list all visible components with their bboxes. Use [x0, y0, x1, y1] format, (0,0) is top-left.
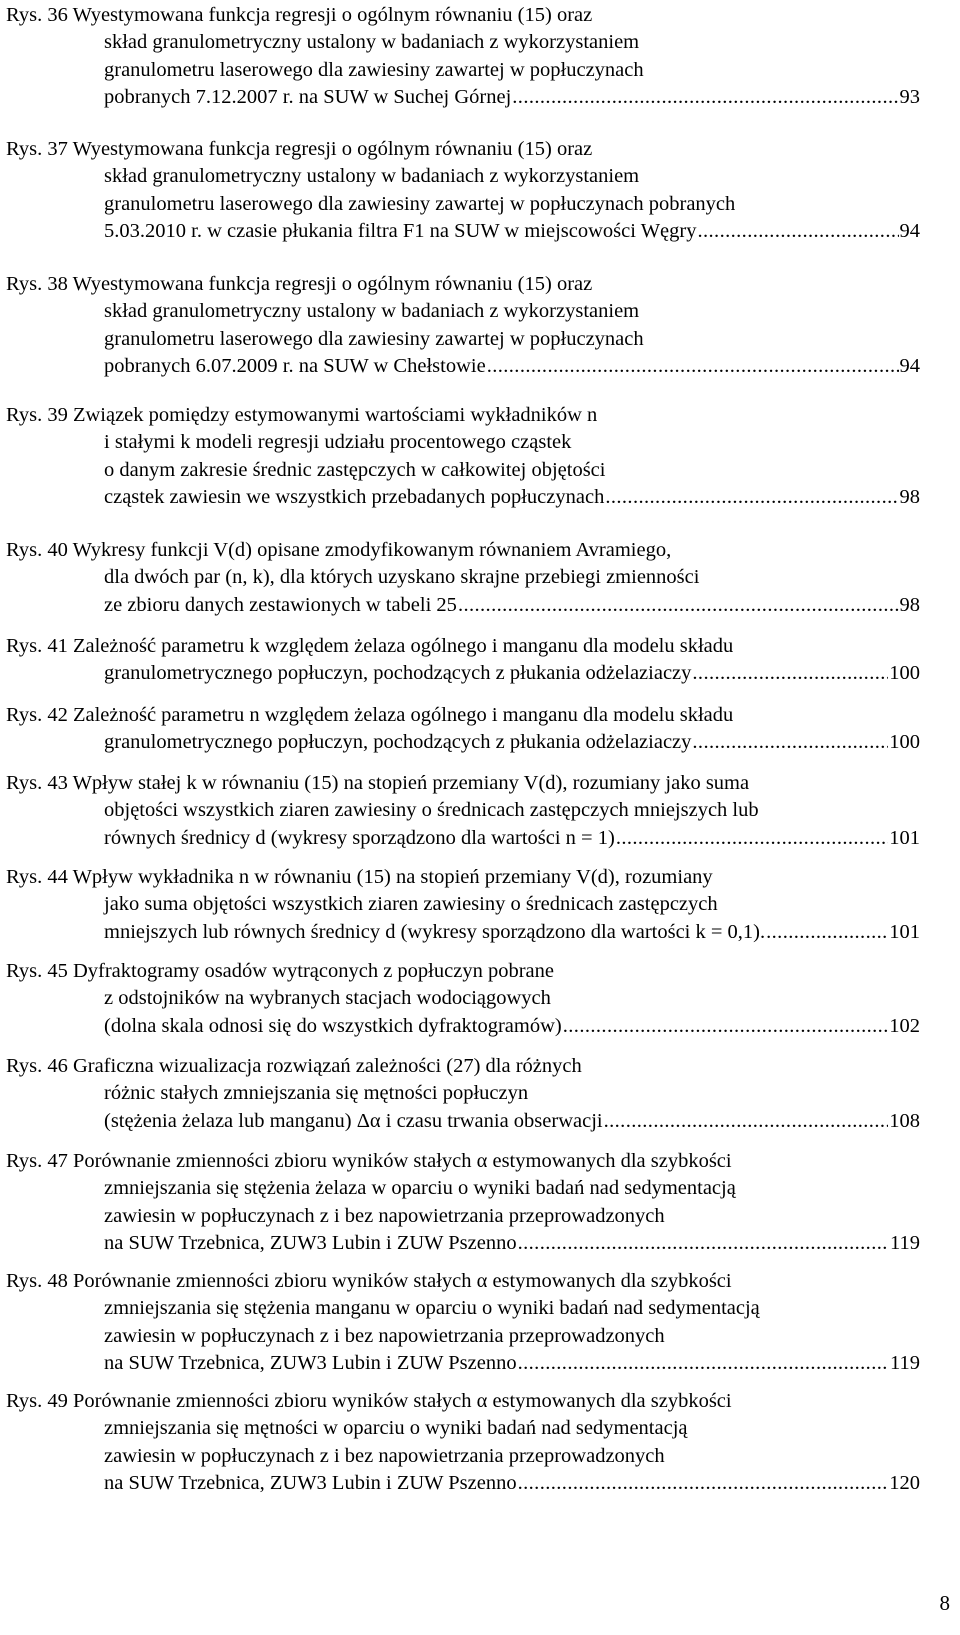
toc-entry-text: granulometru laserowego dla zawiesiny zawartej w popłuczynach — [104, 327, 644, 350]
dot-leader — [692, 660, 888, 687]
toc-entry-text: (dolna skala odnosi się do wszystkich dyfraktogramów) — [104, 1014, 562, 1037]
toc-entry[interactable] — [6, 1268, 920, 1377]
toc-entry-page: 93 — [899, 85, 920, 108]
toc-entry-page: 101 — [889, 920, 920, 943]
toc-entry-line — [6, 797, 920, 824]
toc-entry-line — [6, 864, 920, 891]
toc-entry-text: Rys. 47 Porównanie zmienności zbioru wyników stałych α estymowanych dla szybkości — [6, 1150, 732, 1172]
toc-entry-line — [6, 271, 920, 298]
toc-entry-line — [6, 1295, 920, 1322]
toc-entry-line — [6, 1053, 920, 1080]
dot-leader — [518, 1470, 889, 1497]
toc-entry-text: granulometrycznego popłuczyn, pochodzących z płukania odżelaziaczy — [104, 662, 692, 685]
toc-entry[interactable] — [6, 136, 920, 245]
toc-entry[interactable] — [6, 702, 920, 757]
toc-entry-text: Rys. 49 Porównanie zmienności zbioru wyników stałych α estymowanych dla szybkości — [6, 1390, 732, 1412]
toc-entry-text: zmniejszania się stężenia żelaza w oparciu o wyniki badań nad sedymentacją — [104, 1177, 736, 1200]
toc-entry-text: Rys. 48 Porównanie zmienności zbioru wyników stałych α estymowanych dla szybkości — [6, 1270, 732, 1292]
toc-entry-text: zawiesin w popłuczynach z i bez napowietrzania przeprowadzonych — [104, 1324, 665, 1347]
toc-entry-line — [6, 326, 920, 353]
dot-leader — [605, 484, 898, 511]
toc-entry-text: dla dwóch par (n, k), dla których uzyskano skrajne przebiegi zmienności — [104, 566, 700, 589]
toc-entry-text: na SUW Trzebnica, ZUW3 Lubin i ZUW Pszenno — [104, 1471, 517, 1494]
toc-entry-line — [6, 191, 920, 218]
toc-entry-text: skład granulometryczny ustalony w badaniach z wykorzystaniem — [104, 165, 640, 188]
page-number: 8 — [939, 1591, 950, 1615]
toc-entry[interactable] — [6, 1388, 920, 1497]
toc-entry-line — [6, 1148, 920, 1175]
toc-entry-last-line — [6, 825, 920, 852]
toc-entry-page: 98 — [899, 593, 920, 616]
toc-entry[interactable] — [6, 402, 920, 511]
toc-entry-text: Rys. 40 Wykresy funkcji V(d) opisane zmodyfikowanym równaniem Avramiego, — [6, 539, 672, 561]
toc-entry-line — [6, 633, 920, 660]
toc-entry-text: mniejszych lub równych średnicy d (wykresy sporządzono dla wartości k = 0,1). — [104, 920, 766, 943]
toc-entry-page: 119 — [890, 1351, 920, 1374]
toc-entry-line — [6, 2, 920, 29]
toc-entry-line — [6, 1080, 920, 1107]
dot-leader — [563, 1013, 889, 1040]
dot-leader — [616, 825, 888, 852]
toc-entry-text: granulometru laserowego dla zawiesiny zawartej w popłuczynach pobranych — [104, 192, 736, 215]
toc-entry-text: zmniejszania się stężenia manganu w oparciu o wyniki badań nad sedymentacją — [104, 1297, 760, 1320]
toc-entry-last-line — [6, 484, 920, 511]
toc-entry-text: ze zbioru danych zestawionych w tabeli 25 — [104, 593, 457, 616]
toc-entry-line — [6, 1323, 920, 1350]
toc-entry[interactable] — [6, 537, 920, 619]
toc-entry-line — [6, 1443, 920, 1470]
toc-entry-text: skład granulometryczny ustalony w badaniach z wykorzystaniem — [104, 300, 640, 323]
toc-entry-line — [6, 1388, 920, 1415]
toc-entry-last-line — [6, 218, 920, 245]
toc-entry-page: 100 — [889, 731, 920, 754]
toc-entry-page: 94 — [899, 219, 920, 242]
toc-entry-text: Rys. 42 Zależność parametru n względem żelaza ogólnego i manganu dla modelu składu — [6, 704, 734, 726]
toc-entry-last-line — [6, 1108, 920, 1135]
toc-entry-line — [6, 457, 920, 484]
toc-entry-line — [6, 985, 920, 1012]
toc-entry-text: Rys. 38 Wyestymowana funkcja regresji o ogólnym równaniu (15) oraz — [6, 273, 593, 295]
toc-entry-last-line — [6, 84, 920, 111]
toc-entry-page: 100 — [889, 662, 920, 685]
toc-entry-text: na SUW Trzebnica, ZUW3 Lubin i ZUW Pszenno — [104, 1231, 517, 1254]
toc-entry-text: Rys. 39 Związek pomiędzy estymowanymi wartościami wykładników n — [6, 404, 598, 426]
toc-entry-text: zmniejszania się mętności w oparciu o wyniki badań nad sedymentacją — [104, 1417, 688, 1440]
toc-entry-line — [6, 702, 920, 729]
toc-entry-text: cząstek zawiesin we wszystkich przebadanych popłuczynach — [104, 485, 605, 508]
toc-entry-text: Rys. 44 Wpływ wykładnika n w równaniu (15) na stopień przemiany V(d), rozumiany — [6, 866, 713, 888]
toc-entry[interactable] — [6, 1053, 920, 1135]
toc-entry-text: objętości wszystkich ziaren zawiesiny o średnicach zastępczych mniejszych lub — [104, 799, 759, 822]
toc-entry-page: 98 — [899, 485, 920, 508]
dot-leader — [512, 84, 898, 111]
toc-entry-last-line — [6, 660, 920, 687]
toc-entry-page: 120 — [889, 1471, 920, 1494]
toc-entry-line — [6, 1175, 920, 1202]
toc-entry-last-line — [6, 1470, 920, 1497]
toc-entry-last-line — [6, 919, 920, 946]
toc-entry-text: granulometrycznego popłuczyn, pochodzących z płukania odżelaziaczy — [104, 731, 692, 754]
toc-entry-last-line — [6, 592, 920, 619]
toc-entry-text: zawiesin w popłuczynach z i bez napowietrzania przeprowadzonych — [104, 1444, 665, 1467]
toc-entry-last-line — [6, 1013, 920, 1040]
toc-entry-text: pobranych 6.07.2009 r. na SUW w Chełstowie — [104, 354, 486, 377]
toc-entry-line — [6, 1415, 920, 1442]
toc-entry-text: skład granulometryczny ustalony w badaniach z wykorzystaniem — [104, 31, 640, 54]
toc-entry-page: 119 — [890, 1231, 920, 1254]
toc-entry-text: różnic stałych zmniejszania się mętności popłuczyn — [104, 1082, 529, 1105]
toc-entry-line — [6, 163, 920, 190]
toc-entry[interactable] — [6, 958, 920, 1040]
toc-entry-text: o danym zakresie średnic zastępczych w całkowitej objętości — [104, 458, 606, 481]
toc-entry-line — [6, 29, 920, 56]
toc-entry-line — [6, 1268, 920, 1295]
toc-entry-line — [6, 57, 920, 84]
toc-entry-line — [6, 564, 920, 591]
toc-entry[interactable] — [6, 1148, 920, 1257]
toc-entry[interactable] — [6, 864, 920, 946]
toc-entry-text: na SUW Trzebnica, ZUW3 Lubin i ZUW Pszenno — [104, 1351, 517, 1374]
toc-entry-last-line — [6, 353, 920, 380]
toc-entry-line — [6, 402, 920, 429]
dot-leader — [604, 1108, 889, 1135]
toc-entry-text: Rys. 41 Zależność parametru k względem żelaza ogólnego i manganu dla modelu składu — [6, 635, 734, 657]
dot-leader — [518, 1350, 889, 1377]
dot-leader — [458, 592, 899, 619]
toc-entry-last-line — [6, 729, 920, 756]
toc-entry-text: Rys. 43 Wpływ stałej k w równaniu (15) na stopień przemiany V(d), rozumiany jako suma — [6, 772, 750, 794]
toc-entry-text: Rys. 45 Dyfraktogramy osadów wytrąconych z popłuczyn pobrane — [6, 960, 554, 982]
toc-entry-line — [6, 770, 920, 797]
dot-leader — [697, 218, 898, 245]
toc-entry-line — [6, 1203, 920, 1230]
toc-entry-last-line — [6, 1350, 920, 1377]
toc-entry-page: 102 — [889, 1014, 920, 1037]
toc-entry-text: pobranych 7.12.2007 r. na SUW w Suchej Górnej — [104, 85, 512, 108]
dot-leader — [692, 729, 888, 756]
toc-entry-text: z odstojników na wybranych stacjach wodociągowych — [104, 987, 551, 1010]
toc-entry-text: równych średnicy d (wykresy sporządzono dla wartości n = 1) — [104, 826, 615, 849]
toc-entry-text: Rys. 36 Wyestymowana funkcja regresji o ogólnym równaniu (15) oraz — [6, 4, 593, 26]
toc-entry-line — [6, 891, 920, 918]
toc-entry-text: Rys. 46 Graficzna wizualizacja rozwiązań zależności (27) dla różnych — [6, 1055, 582, 1077]
toc-entry-line — [6, 136, 920, 163]
toc-entry-text: zawiesin w popłuczynach z i bez napowietrzania przeprowadzonych — [104, 1204, 665, 1227]
toc-entry-text: 5.03.2010 r. w czasie płukania filtra F1 na SUW w miejscowości Węgry — [104, 219, 697, 242]
toc-entry-page: 108 — [889, 1109, 920, 1132]
toc-entry-line — [6, 298, 920, 325]
toc-entry[interactable] — [6, 2, 920, 111]
toc-entry-last-line — [6, 1230, 920, 1257]
toc-entry[interactable] — [6, 770, 920, 852]
toc-entry-line — [6, 537, 920, 564]
toc-entry-line — [6, 429, 920, 456]
toc-entry-text: i stałymi k modeli regresji udziału procentowego cząstek — [104, 431, 572, 454]
toc-entry-text: jako suma objętości wszystkich ziaren zawiesiny o średnicach zastępczych — [104, 893, 718, 916]
dot-leader — [487, 353, 899, 380]
toc-entry-line — [6, 958, 920, 985]
toc-entry-text: Rys. 37 Wyestymowana funkcja regresji o ogólnym równaniu (15) oraz — [6, 138, 593, 160]
toc-entry-page: 94 — [899, 354, 920, 377]
toc-entry[interactable] — [6, 633, 920, 688]
dot-leader — [766, 919, 888, 946]
toc-entry-text: granulometru laserowego dla zawiesiny zawartej w popłuczynach — [104, 58, 644, 81]
toc-entry-page: 101 — [889, 826, 920, 849]
toc-entry-text: (stężenia żelaza lub manganu) Δα i czasu trwania obserwacji — [104, 1109, 603, 1132]
toc-entry[interactable] — [6, 271, 920, 380]
dot-leader — [518, 1230, 889, 1257]
